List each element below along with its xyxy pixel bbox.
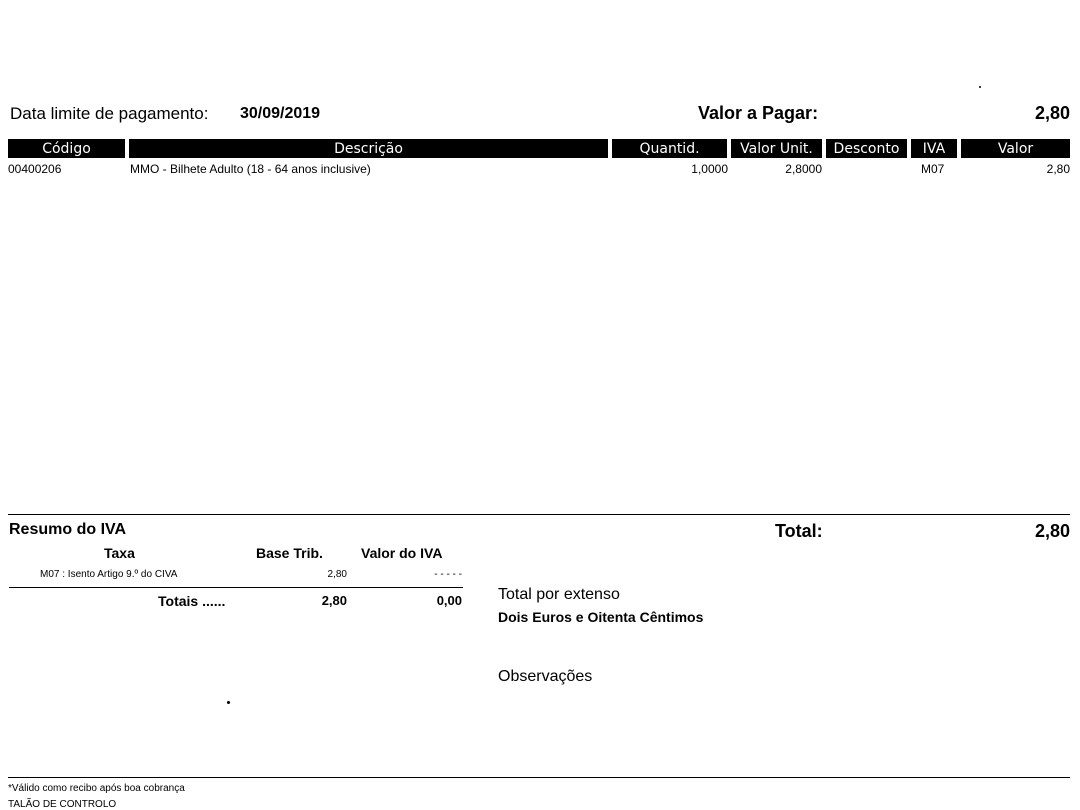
row-value: 2,80 — [1046, 162, 1070, 176]
total-in-words-value: Dois Euros e Oitenta Cêntimos — [498, 609, 704, 625]
vat-summary-title: Resumo do IVA — [9, 521, 127, 538]
row-quantity: 1,0000 — [691, 162, 728, 176]
vat-row-rate: M07 : Isento Artigo 9.º do CIVA — [40, 569, 178, 580]
control-stub-label: TALÃO DE CONTROLO — [8, 799, 117, 810]
total-label: Total: — [775, 521, 823, 541]
column-header-code: Código — [8, 139, 125, 158]
column-header-quantity: Quantid. — [612, 139, 727, 158]
vat-row-vat-value: - - - - - — [434, 569, 462, 580]
column-header-unit-value: Valor Unit. — [731, 139, 822, 158]
row-unit-value: 2,8000 — [785, 162, 822, 176]
column-header-value: Valor — [961, 139, 1070, 158]
total-in-words-label: Total por extenso — [498, 586, 620, 603]
column-header-vat: IVA — [911, 139, 957, 158]
vat-totals-label: Totais ...... — [158, 593, 226, 609]
footer-divider — [8, 777, 1070, 778]
due-date-value: 30/09/2019 — [240, 105, 321, 122]
vat-header-rate: Taxa — [104, 545, 135, 561]
row-code: 00400206 — [8, 162, 62, 176]
summary-divider — [8, 514, 1070, 515]
row-vat-code: M07 — [921, 162, 945, 176]
vat-row-base: 2,80 — [327, 569, 347, 580]
column-header-discount: Desconto — [826, 139, 907, 158]
vat-totals-vat-value: 0,00 — [436, 593, 462, 608]
vat-header-vat-value: Valor do IVA — [361, 545, 443, 561]
due-date-label: Data limite de pagamento: — [10, 104, 209, 123]
total-value: 2,80 — [1034, 521, 1070, 541]
vat-totals-base: 2,80 — [321, 593, 347, 608]
observations-label: Observações — [498, 668, 593, 685]
vat-header-base: Base Trib. — [256, 545, 323, 561]
receipt-footnote: *Válido como recibo após boa cobrança — [8, 783, 185, 794]
column-header-description: Descrição — [129, 139, 608, 158]
vat-totals-divider — [9, 587, 463, 588]
scan-speck — [227, 701, 230, 704]
row-description: MMO - Bilhete Adulto (18 - 64 anos inclusive) — [130, 162, 371, 176]
scan-speck — [979, 86, 981, 88]
amount-due-value: 2,80 — [1034, 103, 1070, 123]
amount-due-label: Valor a Pagar: — [698, 103, 819, 123]
